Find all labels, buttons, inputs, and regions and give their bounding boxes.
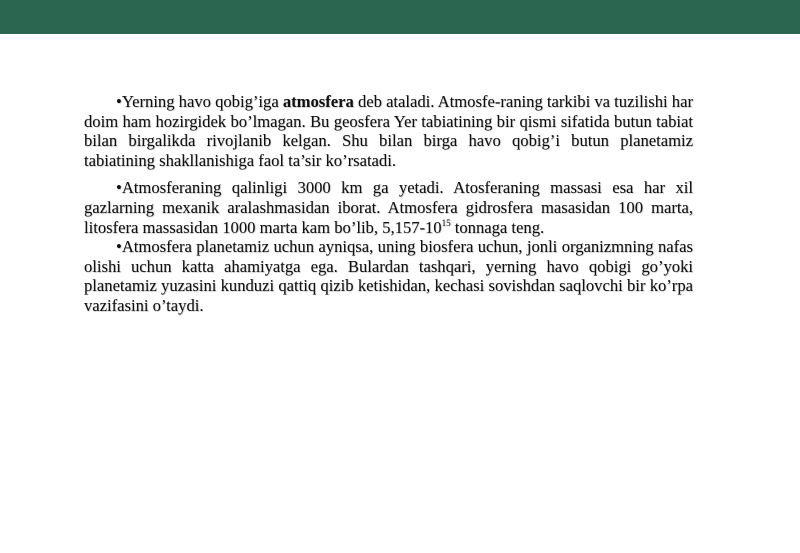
header-bar [0,0,800,34]
term-atmosfera: atmosfera [282,92,354,111]
paragraph-3-text: Atmosfera planetamiz uchun ayniqsa, uning biosfera uchun, jonli organizmning nafas olishi uchun katta ahamiyatga ega. Bulardan tashqari, yerning havo qobigi go’yoki planetamiz yuzasini kunduzi qattiq qizib ketishidan, kechasi sovishdan saqlovchi bir ko’rpa vazifasini o’taydi. [84,237,693,315]
text-body [84,92,693,316]
exponent: 15 [441,217,451,228]
bullet-2: • [116,178,122,198]
paragraph-3 [84,237,693,315]
paragraph-1 [84,92,693,170]
paragraph-2-text-rest: tonnaga teng. [450,217,545,237]
paragraph-2 [84,178,693,237]
paragraph-1-text-rest: deb ataladi. Atmosfe-raning tarkibi va tuzilishi har doim ham hozirgidek bo’lmagan. Bu geosfera Yer tabiatining bir qismi sifatida butun tabiat bilan birgalikda rivojlanib kelgan. Shu bilan birga havo qobig’i butun planetamiz tabiatining shakllanishiga faol ta’sir ko’rsatadi. [84,92,693,170]
paragraph-2-text-start: Atmosferaning qalinligi 3000 km ga yetadi. Atosferaning massasi esa har xil gazlarning mexanik aralashmasidan iborat. Atmosfera gidrosfera masasidan 100 marta, litosfera massasidan 1000 marta kam bo’lib, 5,157-10 [84,178,693,237]
paragraph-1-text-start: Yerning havo qobig’iga [121,92,283,111]
bullet-3: • [116,237,122,257]
bullet-1: • [116,92,122,111]
